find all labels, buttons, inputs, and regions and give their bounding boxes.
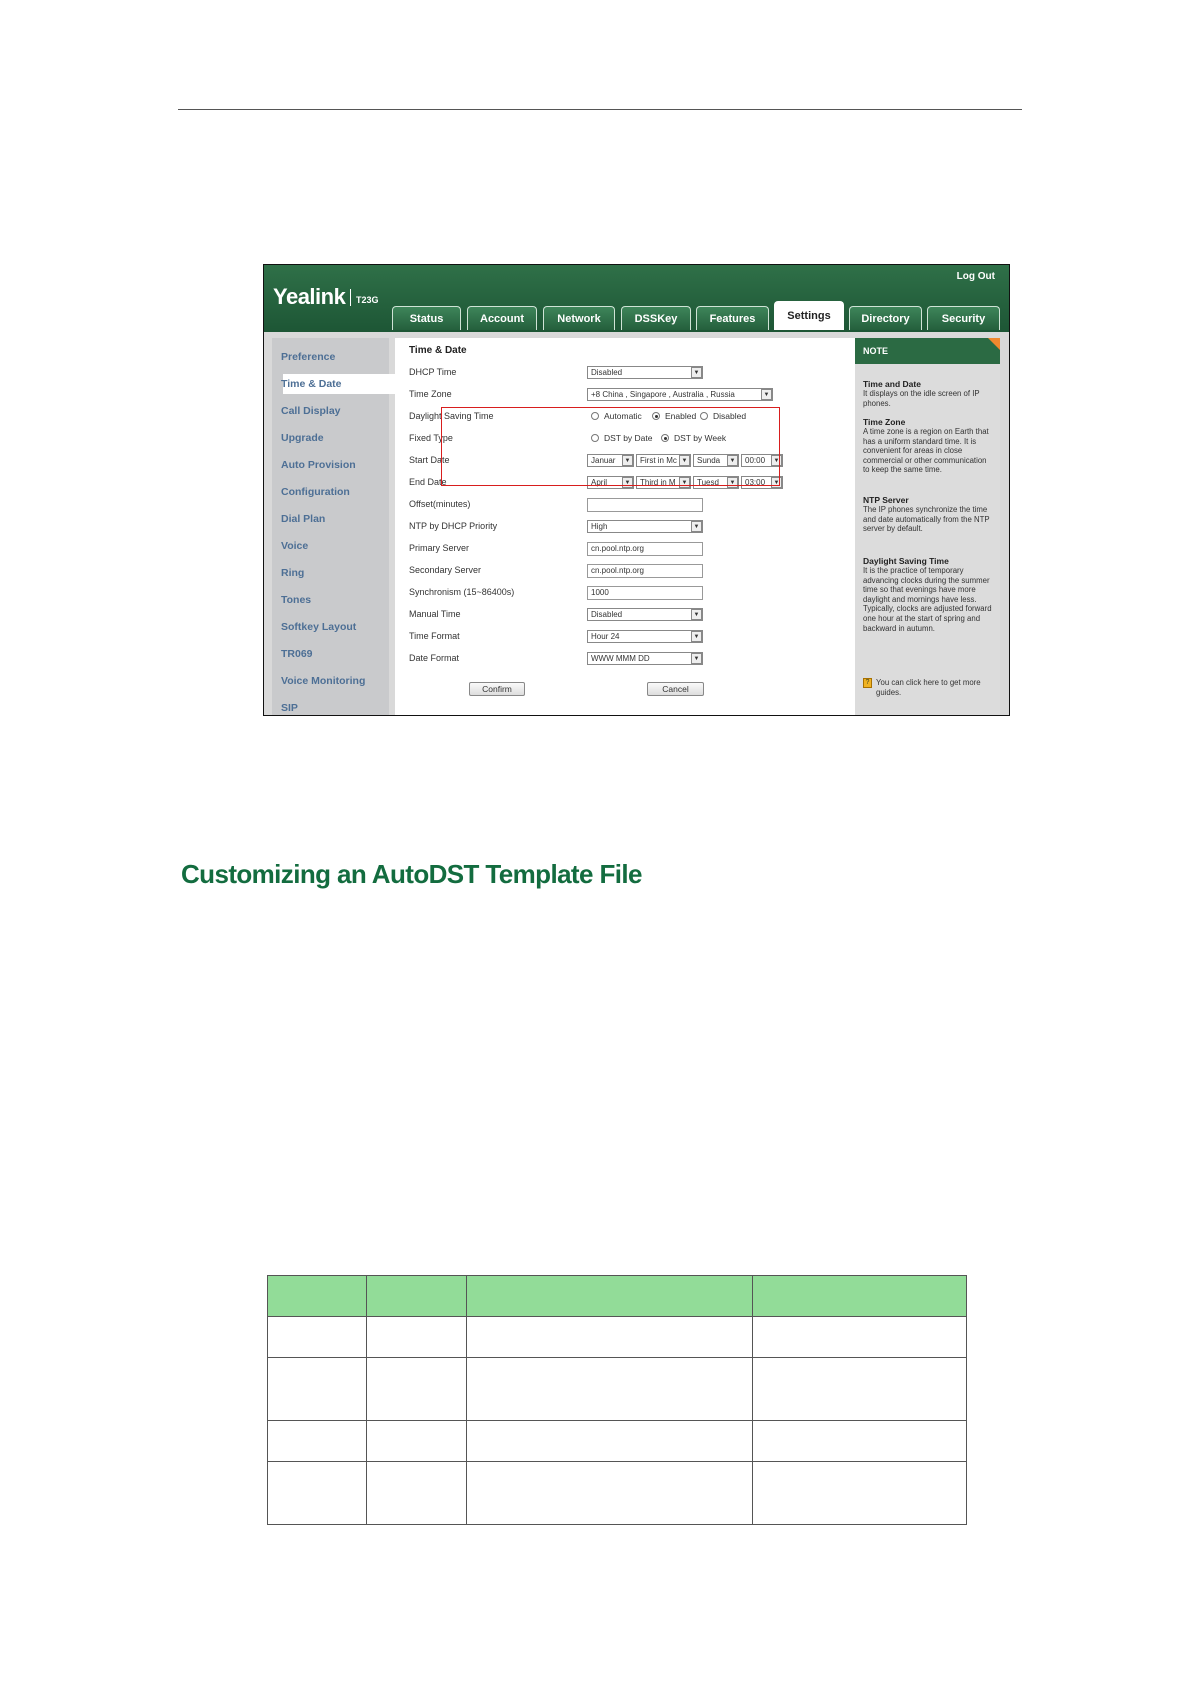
tab-security[interactable]: Security xyxy=(927,306,1000,330)
table-cell xyxy=(367,1317,467,1358)
table-cell xyxy=(467,1358,753,1421)
table-cell xyxy=(467,1421,753,1462)
tab-account[interactable]: Account xyxy=(467,306,537,330)
chevron-down-icon: ▼ xyxy=(691,631,702,642)
note-section-title: NTP Server xyxy=(863,495,909,505)
note-section-body: The IP phones synchronize the time and date automatically from the NTP server by default. xyxy=(863,505,990,534)
sidebar-item-softkey-layout[interactable]: Softkey Layout xyxy=(281,621,357,633)
note-section-body: It is the practice of temporary advancing clocks during the summer time so that evenings have more daylight and mornings have less. Typically, clocks are adjusted forward one hour at the start of spring and backward in autumn. xyxy=(863,566,992,633)
label-end-date: End Date xyxy=(409,477,447,487)
table-row xyxy=(268,1421,967,1462)
note-header xyxy=(855,338,1000,364)
tab-features[interactable]: Features xyxy=(696,306,769,330)
table-header-row xyxy=(268,1276,967,1317)
dhcp-time-select[interactable]: Disabled xyxy=(587,366,703,379)
end-day-select[interactable]: Tuesd xyxy=(693,476,739,489)
web-ui-screenshot xyxy=(263,264,1010,716)
start-month-select[interactable]: Januar xyxy=(587,454,634,467)
table-cell xyxy=(367,1358,467,1421)
tab-directory[interactable]: Directory xyxy=(849,306,922,330)
table-header-cell xyxy=(753,1276,967,1317)
table-header-cell xyxy=(268,1276,367,1317)
cancel-button[interactable]: Cancel xyxy=(647,682,704,696)
sidebar-item-voice-monitoring[interactable]: Voice Monitoring xyxy=(281,675,366,687)
model-label: T23G xyxy=(356,295,379,305)
label-time-zone: Time Zone xyxy=(409,389,452,399)
dst-highlight-box xyxy=(441,407,780,486)
note-section-title: Time and Date xyxy=(863,379,921,389)
sidebar-item-tones[interactable]: Tones xyxy=(281,594,312,606)
tab-status[interactable]: Status xyxy=(392,306,461,330)
sidebar-item-ring[interactable]: Ring xyxy=(281,567,305,579)
brand-logo: Yealink xyxy=(273,284,346,309)
start-week-select[interactable]: First in Mc xyxy=(636,454,691,467)
table-cell xyxy=(268,1462,367,1525)
note-corner-icon xyxy=(988,338,1000,350)
secondary-server-input[interactable]: cn.pool.ntp.org xyxy=(587,564,703,578)
dst-by-week-label: DST by Week xyxy=(674,433,727,443)
table-cell xyxy=(753,1317,967,1358)
table-header-cell xyxy=(467,1276,753,1317)
label-fixed-type: Fixed Type xyxy=(409,433,453,443)
sidebar-item-dial-plan[interactable]: Dial Plan xyxy=(281,513,326,525)
logo-divider xyxy=(350,289,351,306)
dst-by-date-label: DST by Date xyxy=(604,433,653,443)
sidebar-item-configuration[interactable]: Configuration xyxy=(281,486,350,498)
tab-network[interactable]: Network xyxy=(543,306,615,330)
note-section-title: Daylight Saving Time xyxy=(863,556,949,566)
chevron-down-icon: ▼ xyxy=(691,521,702,532)
end-hour-select[interactable]: 03:00 xyxy=(741,476,783,489)
table-cell xyxy=(268,1317,367,1358)
table-cell xyxy=(268,1421,367,1462)
chevron-down-icon: ▼ xyxy=(691,367,702,378)
note-title: NOTE xyxy=(863,346,889,356)
chevron-down-icon: ▼ xyxy=(727,455,738,466)
label-dst: Daylight Saving Time xyxy=(409,411,494,421)
table-cell xyxy=(753,1358,967,1421)
end-week-select[interactable]: Third in M xyxy=(636,476,691,489)
start-hour-select[interactable]: 00:00 xyxy=(741,454,783,467)
confirm-button[interactable]: Confirm xyxy=(469,682,525,696)
table-cell xyxy=(467,1317,753,1358)
sidebar-item-upgrade[interactable]: Upgrade xyxy=(281,432,324,444)
top-header xyxy=(264,265,1009,332)
time-format-select[interactable]: Hour 24 xyxy=(587,630,703,643)
sidebar-item-auto-provision[interactable]: Auto Provision xyxy=(281,459,356,471)
ntp-priority-select[interactable]: High xyxy=(587,520,703,533)
label-secondary-server: Secondary Server xyxy=(409,565,482,575)
start-day-select[interactable]: Sunda xyxy=(693,454,739,467)
chevron-down-icon: ▼ xyxy=(761,389,772,400)
chevron-down-icon: ▼ xyxy=(727,477,738,488)
sidebar-item-sip[interactable]: SIP xyxy=(281,702,298,714)
label-manual-time: Manual Time xyxy=(409,609,461,619)
label-start-date: Start Date xyxy=(409,455,450,465)
table-header-cell xyxy=(367,1276,467,1317)
table-cell xyxy=(367,1462,467,1525)
section-title: Time & Date xyxy=(409,345,467,356)
chevron-down-icon: ▼ xyxy=(691,609,702,620)
table-row xyxy=(268,1462,967,1525)
label-dhcp-time: DHCP Time xyxy=(409,367,457,377)
page-header-rule xyxy=(178,109,1022,110)
date-format-select[interactable]: WWW MMM DD xyxy=(587,652,703,665)
note-panel xyxy=(855,338,1000,716)
end-month-select[interactable]: April xyxy=(587,476,634,489)
chevron-down-icon: ▼ xyxy=(622,477,633,488)
chevron-down-icon: ▼ xyxy=(679,455,690,466)
tab-dsskey[interactable]: DSSKey xyxy=(621,306,691,330)
sidebar-item-voice[interactable]: Voice xyxy=(281,540,309,552)
primary-server-input[interactable]: cn.pool.ntp.org xyxy=(587,542,703,556)
guide-icon: ? xyxy=(863,678,872,688)
chevron-down-icon: ▼ xyxy=(691,653,702,664)
table-cell xyxy=(367,1421,467,1462)
dst-automatic-label: Automatic xyxy=(604,411,642,421)
note-section-body: It displays on the idle screen of IP phones. xyxy=(863,389,980,408)
label-synchronism: Synchronism (15~86400s) xyxy=(409,587,515,597)
section-heading: Customizing an AutoDST Template File xyxy=(181,859,642,889)
label-ntp-priority: NTP by DHCP Priority xyxy=(409,521,498,531)
chevron-down-icon: ▼ xyxy=(679,477,690,488)
sidebar-item-preference[interactable]: Preference xyxy=(281,351,336,363)
chevron-down-icon: ▼ xyxy=(622,455,633,466)
sidebar-item-time-date[interactable]: Time & Date xyxy=(281,378,342,390)
dst-enabled-label: Enabled xyxy=(665,411,697,421)
sidebar-item-tr069[interactable]: TR069 xyxy=(281,648,313,660)
time-zone-select[interactable]: +8 China , Singapore , Australia , Russia xyxy=(587,388,773,401)
data-table xyxy=(267,1275,967,1525)
note-section-body: A time zone is a region on Earth that has a uniform standard time. It is convenient for areas in close commercial or other communication to keep the same time. xyxy=(863,427,989,475)
dst-disabled-label: Disabled xyxy=(713,411,747,421)
tab-settings[interactable]: Settings xyxy=(774,301,844,330)
label-primary-server: Primary Server xyxy=(409,543,470,553)
table-cell xyxy=(753,1462,967,1525)
table-row xyxy=(268,1317,967,1358)
sidebar-item-call-display[interactable]: Call Display xyxy=(281,405,341,417)
logout-link[interactable]: Log Out xyxy=(956,271,995,282)
label-time-format: Time Format xyxy=(409,631,460,641)
chevron-down-icon: ▼ xyxy=(771,477,782,488)
manual-time-select[interactable]: Disabled xyxy=(587,608,703,621)
chevron-down-icon: ▼ xyxy=(771,455,782,466)
label-offset: Offset(minutes) xyxy=(409,499,471,509)
table-cell xyxy=(467,1462,753,1525)
table-row xyxy=(268,1358,967,1421)
note-section-title: Time Zone xyxy=(863,417,906,427)
offset-input[interactable] xyxy=(587,498,703,512)
settings-form xyxy=(395,338,857,716)
guide-link[interactable]: You can click here to get more guides. xyxy=(876,678,981,697)
label-date-format: Date Format xyxy=(409,653,460,663)
table-cell xyxy=(753,1421,967,1462)
table-cell xyxy=(268,1358,367,1421)
synchronism-input[interactable]: 1000 xyxy=(587,586,703,600)
